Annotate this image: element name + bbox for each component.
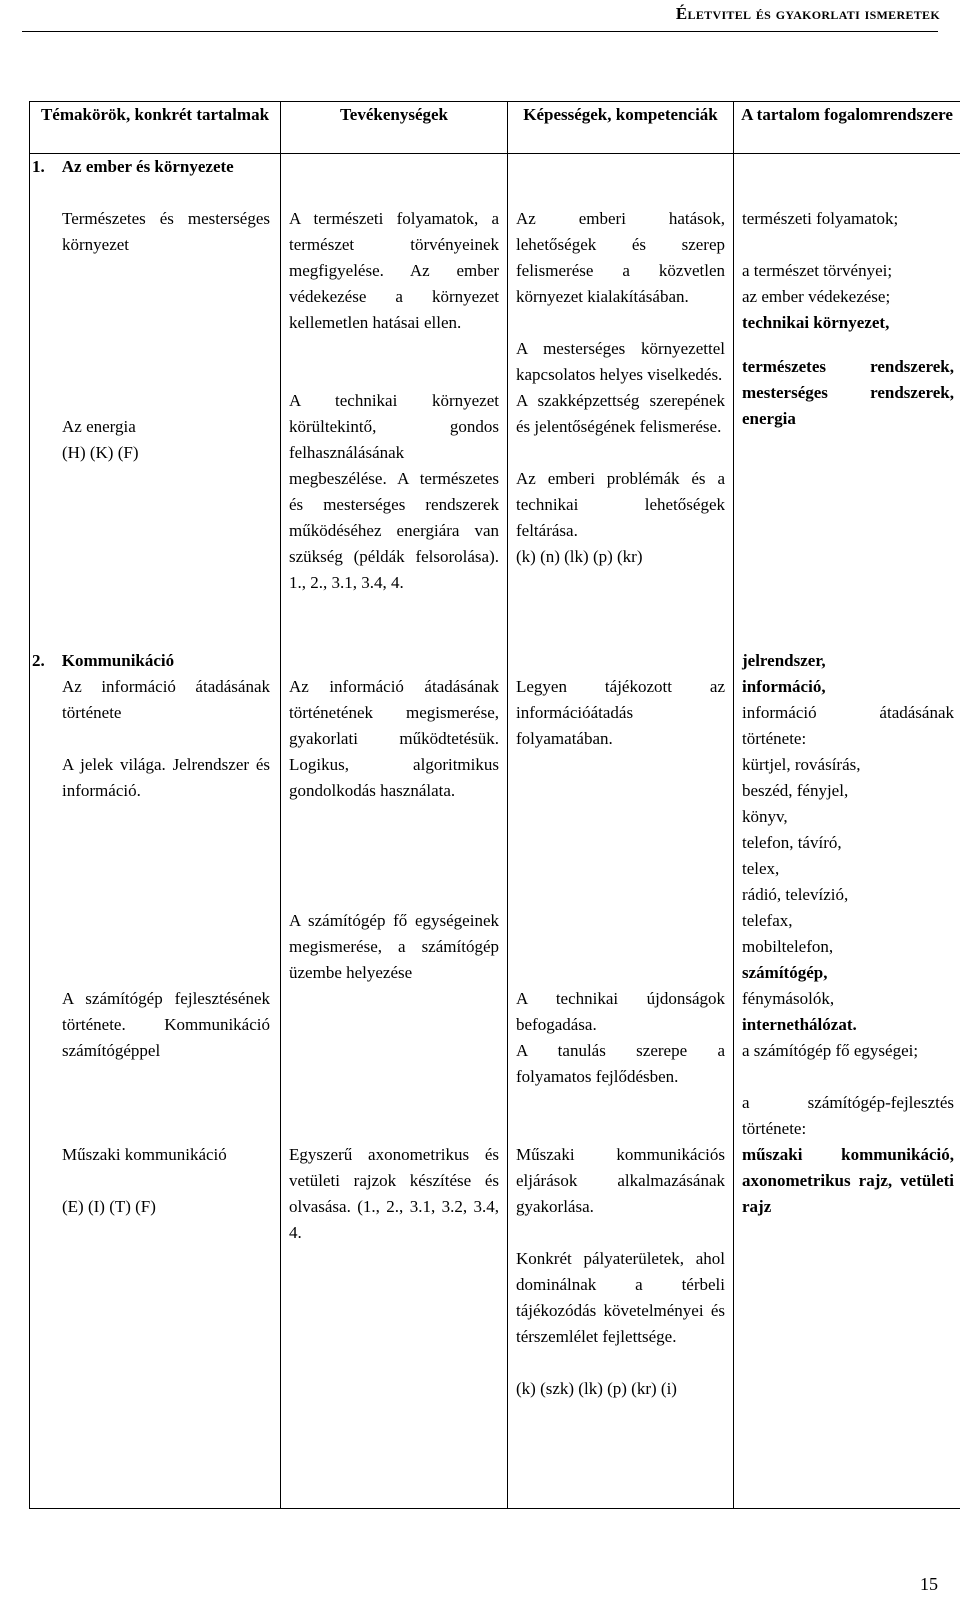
concept-text: a számítógép fő egységei; — [742, 1041, 919, 1060]
skill-text: Konkrét pályaterületek, ahol dominálnak a térbeli tájékozódás követelményei és térszemlélet fejlettsége. — [516, 1249, 725, 1346]
concept-text: internethálózat. — [742, 1015, 857, 1034]
section-1-heading: 1. Az ember és környezete — [32, 157, 234, 176]
column-header-concepts: A tartalom fogalomrendszere — [734, 102, 960, 154]
topics-cell — [30, 154, 281, 1509]
column-header-activities: Tevékenységek — [281, 102, 508, 154]
concept-text: könyv, — [742, 807, 788, 826]
topic-text: A jelek világa. Jelrendszer és információ. — [62, 755, 270, 800]
topic-text: A számítógép fejlesztésének története. Kommunikáció számítógéppel — [62, 989, 270, 1060]
concept-text: beszéd, fényjel, — [742, 781, 849, 800]
concept-text: rádió, televízió, — [742, 885, 849, 904]
skill-text: A technikai újdonságok befogadása. — [516, 989, 725, 1034]
concept-text: telefon, távíró, — [742, 833, 842, 852]
topic-text: Az információ átadásának története — [62, 677, 270, 722]
page-number: 15 — [920, 1574, 938, 1594]
activity-text: Az információ átadásának történetének megismerése, gyakorlati működtetésük. Logikus, algoritmikus gondolkodás használata. — [289, 677, 499, 800]
running-header: Életvitel és gyakorlati ismeretek — [675, 4, 940, 23]
concept-text: telefax, — [742, 911, 793, 930]
concept-text: kürtjel, rovásírás, — [742, 755, 861, 774]
concept-text: fénymásolók, — [742, 989, 835, 1008]
concept-text: számítógép, — [742, 963, 828, 982]
concept-text: a természet törvényei; — [742, 261, 893, 280]
section-2-heading: 2. Kommunikáció — [32, 651, 175, 670]
skill-text: A mesterséges környezettel kapcsolatos helyes viselkedés. — [516, 339, 725, 384]
column-header-topics: Témakörök, konkrét tartalmak — [30, 102, 281, 154]
skill-text: Az emberi hatások, lehetőségek és szerep felismerése a közvetlen környezet kialakításában. — [516, 209, 725, 306]
topic-text: Műszaki kommunikáció — [62, 1145, 227, 1164]
skill-text: Műszaki kommunikációs eljárások alkalmazásának gyakorlása. — [516, 1145, 725, 1216]
concept-text: telex, — [742, 859, 780, 878]
skill-text: Legyen tájékozott az információátadás folyamatában. — [516, 677, 725, 748]
skill-text: Az emberi problémák és a technikai lehetőségek feltárása. — [516, 469, 725, 540]
concept-text: a számítógép-fejlesztés története: — [742, 1093, 954, 1138]
skill-text: (k) (szk) (lk) (p) (kr) (i) — [516, 1379, 677, 1398]
concept-text: technikai környezet, — [742, 313, 890, 332]
concept-text: információ, — [742, 677, 826, 696]
header-rule — [22, 31, 938, 32]
topic-text: (E) (I) (T) (F) — [62, 1197, 156, 1216]
activity-text: A számítógép fő egységeinek megismerése, a számítógép üzembe helyezése — [289, 911, 499, 982]
concept-text: mobiltelefon, — [742, 937, 834, 956]
concept-text: az ember védekezése; — [742, 287, 891, 306]
concept-text: természeti folyamatok; — [742, 209, 899, 228]
concept-text: műszaki kommunikáció, axonometrikus rajz, vetületi rajz — [742, 1145, 954, 1216]
concept-text: információ átadásának története: — [742, 703, 954, 748]
concepts-cell — [734, 154, 960, 1509]
topic-text: (H) (K) (F) — [62, 443, 139, 462]
topic-text: Természetes és mesterséges környezet — [62, 209, 270, 254]
column-header-skills: Képességek, kompetenciák — [508, 102, 734, 154]
topic-text: Az energia — [62, 417, 136, 436]
concept-text: természetes rendszerek, mesterséges rendszerek, energia — [742, 357, 954, 428]
activities-cell — [281, 154, 508, 1509]
skill-text: (k) (n) (lk) (p) (kr) — [516, 547, 643, 566]
activity-text: A természeti folyamatok, a természet törvényeinek megfigyelése. Az ember védekezése a környezet kellemetlen hatásai ellen. — [289, 209, 499, 332]
curriculum-table — [29, 101, 960, 1509]
skill-text: A szakképzettség szerepének és jelentőségének felismerése. — [516, 391, 725, 436]
concept-text: jelrendszer, — [742, 651, 826, 670]
skill-text: A tanulás szerepe a folyamatos fejlődésben. — [516, 1041, 725, 1086]
activity-text: Egyszerű axonometrikus és vetületi rajzok készítése és olvasása. (1., 2., 3.1, 3.2, 3.4, 4. — [289, 1145, 499, 1242]
activity-text: A technikai környezet körültekintő, gondos felhasználásának megbeszélése. A természetes és mesterséges rendszerek működéséhez energiára van szükség (példák felsorolása). 1., 2., 3.1, 3.4, 4. — [289, 391, 499, 592]
skills-cell — [508, 154, 734, 1509]
